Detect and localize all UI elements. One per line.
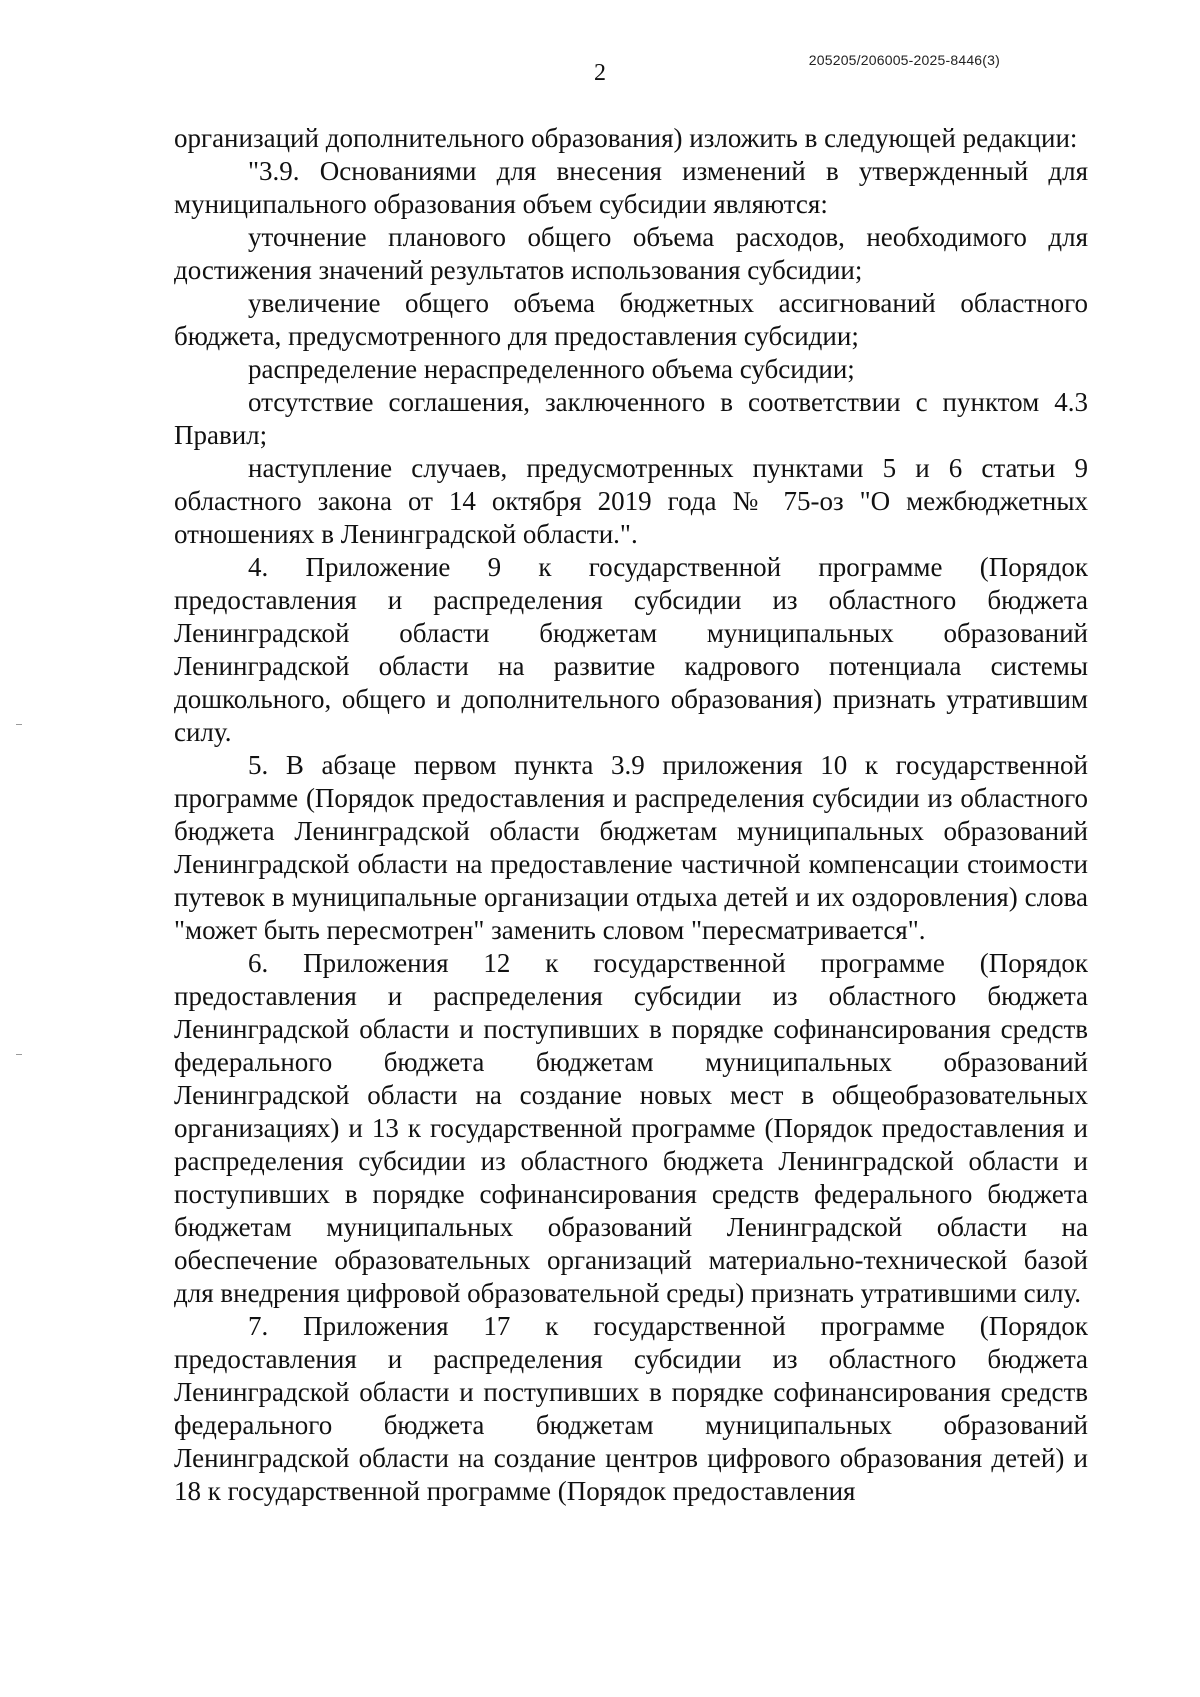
scan-margin-mark — [16, 724, 22, 725]
paragraph-point-5: 5. В абзаце первом пункта 3.9 приложения 10 к государственной программе (Порядок предоставления и распределения субсидии из областного бюджета Ленинградской области бюджетам муниципальных образований Ленинградской области на предоставление частичной компенсации стоимости путевок в муниципальные организации отдыха детей и их оздоровления) слова "может быть пересмотрен" заменить словом "пересматривается". — [174, 750, 1088, 945]
paragraph-point-6: 6. Приложения 12 к государственной программе (Порядок предоставления и распределения субсидии из областного бюджета Ленинградской области и поступивших в порядке софинансирования средств федерального бюджета бюджетам муниципальных образований Ленинградской области на создание новых мест в общеобразовательных организациях) и 13 к государственной программе (Порядок предоставления и распределения субсидии из областного бюджета Ленинградской области и поступивших в порядке софинансирования средств федерального бюджета бюджетам муниципальных образований Ленинградской области на обеспечение образовательных организаций материально-технической базой для внедрения цифровой образовательной среды) признать утратившими силу. — [174, 948, 1088, 1308]
document-code: 205205/206005-2025-8446(3) — [808, 52, 1000, 68]
paragraph-item: наступление случаев, предусмотренных пунктами 5 и 6 статьи 9 областного закона от 14 октября 2019 года № 75-оз "О межбюджетных отношениях в Ленинградской области.". — [174, 453, 1088, 549]
paragraph-item: увеличение общего объема бюджетных ассигнований областного бюджета, предусмотренного для предоставления субсидии; — [174, 288, 1088, 351]
paragraph-item: распределение нераспределенного объема субсидии; — [248, 354, 855, 384]
paragraph-continuation: организаций дополнительного образования) изложить в следующей редакции: — [174, 123, 1078, 153]
document-body — [174, 122, 1088, 1508]
paragraph-item: отсутствие соглашения, заключенного в соответствии с пунктом 4.3 Правил; — [174, 387, 1088, 450]
scan-margin-mark — [16, 1054, 22, 1055]
paragraph-point-7: 7. Приложения 17 к государственной программе (Порядок предоставления и распределения субсидии из областного бюджета Ленинградской области и поступивших в порядке софинансирования средств федерального бюджета бюджетам муниципальных образований Ленинградской области на создание центров цифрового образования детей) и 18 к государственной программе (Порядок предоставления — [174, 1311, 1088, 1506]
page-number: 2 — [594, 60, 606, 86]
paragraph-point-4: 4. Приложение 9 к государственной программе (Порядок предоставления и распределения субсидии из областного бюджета Ленинградской области бюджетам муниципальных образований Ленинградской области на развитие кадрового потенциала системы дошкольного, общего и дополнительного образования) признать утратившим силу. — [174, 552, 1088, 747]
paragraph-clause-3-9: "3.9. Основаниями для внесения изменений в утвержденный для муниципального образования объем субсидии являются: — [174, 156, 1088, 219]
paragraph-item: уточнение планового общего объема расходов, необходимого для достижения значений результатов использования субсидии; — [174, 222, 1088, 285]
